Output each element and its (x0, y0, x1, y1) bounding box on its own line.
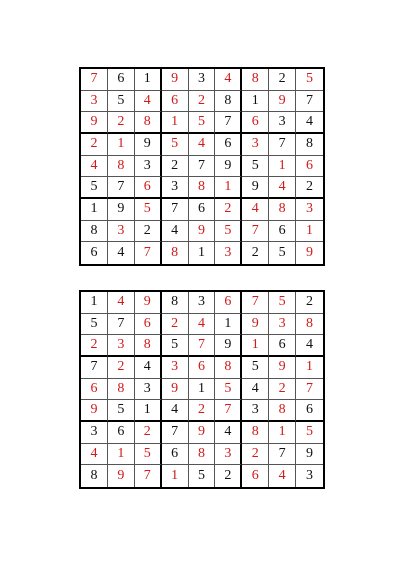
solution-digit-cell: 6 (189, 357, 216, 379)
given-digit-cell: 1 (81, 199, 108, 221)
given-digit-cell: 1 (135, 69, 162, 91)
given-digit-cell: 9 (242, 177, 269, 199)
given-digit-cell: 7 (189, 156, 216, 178)
solution-digit-cell: 2 (81, 335, 108, 357)
solution-digit-cell: 9 (162, 69, 189, 91)
solution-digit-cell: 1 (215, 177, 242, 199)
solution-digit-cell: 4 (81, 444, 108, 466)
solution-digit-cell: 7 (135, 242, 162, 264)
solution-digit-cell: 7 (215, 400, 242, 422)
given-digit-cell: 3 (81, 422, 108, 444)
solution-digit-cell: 2 (135, 422, 162, 444)
given-digit-cell: 8 (162, 292, 189, 314)
solution-digit-cell: 6 (135, 314, 162, 336)
given-digit-cell: 4 (162, 221, 189, 243)
solution-digit-cell: 2 (108, 112, 135, 134)
solution-digit-cell: 2 (81, 134, 108, 156)
solution-digit-cell: 6 (242, 465, 269, 487)
solution-digit-cell: 8 (135, 112, 162, 134)
given-digit-cell: 2 (162, 156, 189, 178)
solution-digit-cell: 6 (135, 177, 162, 199)
given-digit-cell: 2 (296, 177, 323, 199)
solution-digit-cell: 1 (162, 112, 189, 134)
solution-digit-cell: 1 (162, 465, 189, 487)
solution-digit-cell: 1 (108, 134, 135, 156)
solution-digit-cell: 5 (215, 221, 242, 243)
solution-digit-cell: 2 (189, 91, 216, 113)
given-digit-cell: 4 (296, 112, 323, 134)
solution-digit-cell: 9 (81, 400, 108, 422)
given-digit-cell: 5 (81, 314, 108, 336)
given-digit-cell: 6 (108, 69, 135, 91)
solution-digit-cell: 9 (108, 465, 135, 487)
solution-digit-cell: 7 (189, 335, 216, 357)
given-digit-cell: 4 (296, 335, 323, 357)
solution-digit-cell: 5 (135, 199, 162, 221)
solution-digit-cell: 9 (189, 221, 216, 243)
given-digit-cell: 5 (242, 156, 269, 178)
solution-digit-cell: 1 (108, 444, 135, 466)
solution-digit-cell: 1 (296, 357, 323, 379)
given-digit-cell: 4 (162, 400, 189, 422)
given-digit-cell: 3 (189, 292, 216, 314)
given-digit-cell: 5 (162, 335, 189, 357)
solution-digit-cell: 6 (296, 156, 323, 178)
solution-digit-cell: 2 (242, 444, 269, 466)
solution-digit-cell: 2 (269, 379, 296, 401)
solution-digit-cell: 3 (296, 199, 323, 221)
solution-digit-cell: 8 (108, 156, 135, 178)
solution-digit-cell: 1 (242, 335, 269, 357)
solution-digit-cell: 8 (296, 314, 323, 336)
given-digit-cell: 6 (162, 444, 189, 466)
given-digit-cell: 7 (108, 177, 135, 199)
solution-digit-cell: 4 (135, 91, 162, 113)
solution-digit-cell: 4 (189, 314, 216, 336)
solution-digit-cell: 8 (242, 422, 269, 444)
given-digit-cell: 6 (269, 221, 296, 243)
solution-digit-cell: 3 (215, 444, 242, 466)
given-digit-cell: 7 (162, 199, 189, 221)
given-digit-cell: 1 (242, 91, 269, 113)
solution-digit-cell: 1 (269, 156, 296, 178)
solution-digit-cell: 5 (162, 134, 189, 156)
solution-digit-cell: 9 (269, 357, 296, 379)
given-digit-cell: 6 (215, 134, 242, 156)
given-digit-cell: 3 (135, 156, 162, 178)
given-digit-cell: 7 (81, 357, 108, 379)
solution-digit-cell: 8 (162, 242, 189, 264)
given-digit-cell: 3 (242, 400, 269, 422)
solution-digit-cell: 9 (306, 245, 314, 261)
solution-digit-cell: 6 (81, 379, 108, 401)
sudoku-grid-1 (79, 67, 325, 266)
solution-digit-cell: 5 (296, 69, 323, 91)
solution-digit-cell: 3 (108, 335, 135, 357)
solution-digit-cell: 5 (135, 444, 162, 466)
given-digit-cell: 9 (215, 335, 242, 357)
solution-digit-cell: 7 (242, 221, 269, 243)
solution-digit-cell: 4 (189, 134, 216, 156)
given-digit-cell: 5 (269, 242, 296, 264)
solution-digit-cell: 2 (108, 357, 135, 379)
given-digit-cell: 6 (296, 400, 323, 422)
given-digit-cell: 7 (108, 314, 135, 336)
given-digit-cell: 4 (135, 357, 162, 379)
given-digit-cell: 4 (242, 379, 269, 401)
solution-digit-cell: 8 (242, 69, 269, 91)
solution-digit-cell: 5 (296, 422, 323, 444)
given-digit-cell: 1 (215, 314, 242, 336)
given-digit-cell: 6 (81, 242, 108, 264)
given-digit-cell: 2 (269, 69, 296, 91)
solution-digit-cell: 2 (215, 199, 242, 221)
given-digit-cell: 3 (162, 177, 189, 199)
given-digit-cell: 7 (162, 422, 189, 444)
given-digit-cell: 1 (189, 242, 216, 264)
solution-digit-cell: 2 (162, 314, 189, 336)
given-digit-cell: 6 (108, 422, 135, 444)
solution-digit-cell: 9 (269, 91, 296, 113)
given-digit-cell: 6 (269, 335, 296, 357)
given-digit-cell: 4 (215, 422, 242, 444)
given-digit-cell: 2 (296, 292, 323, 314)
solution-digit-cell: 8 (269, 199, 296, 221)
solution-digit-cell: 4 (215, 69, 242, 91)
given-digit-cell: 9 (215, 156, 242, 178)
solution-digit-cell: 4 (81, 156, 108, 178)
solution-digit-cell: 4 (269, 465, 296, 487)
solution-digit-cell: 8 (189, 177, 216, 199)
solution-digit-cell: 5 (189, 112, 216, 134)
solution-digit-cell: 9 (189, 422, 216, 444)
given-digit-cell: 2 (215, 465, 242, 487)
solution-digit-cell: 8 (108, 379, 135, 401)
solution-digit-cell: 8 (189, 444, 216, 466)
solution-digit-cell: 9 (81, 112, 108, 134)
sudoku-grid-2 (79, 290, 325, 489)
solution-digit-cell: 2 (189, 400, 216, 422)
solution-digit-cell: 7 (135, 465, 162, 487)
solution-digit-cell: 8 (215, 357, 242, 379)
solution-digit-cell: 4 (242, 199, 269, 221)
given-digit-cell: 3 (269, 112, 296, 134)
given-digit-cell: 6 (189, 199, 216, 221)
given-digit-cell: 3 (135, 379, 162, 401)
given-digit-cell: 8 (215, 91, 242, 113)
given-digit-cell: 9 (296, 444, 323, 466)
solution-digit-cell: 3 (162, 357, 189, 379)
given-digit-cell: 1 (189, 379, 216, 401)
given-digit-cell: 9 (135, 134, 162, 156)
given-digit-cell: 1 (81, 292, 108, 314)
solution-digit-cell: 5 (215, 379, 242, 401)
given-digit-cell: 5 (81, 177, 108, 199)
given-digit-cell: 2 (135, 221, 162, 243)
solution-digit-cell: 6 (162, 91, 189, 113)
solution-digit-cell: 3 (242, 134, 269, 156)
solution-digit-cell: 7 (242, 292, 269, 314)
solution-digit-cell: 1 (269, 422, 296, 444)
given-digit-cell: 7 (296, 91, 323, 113)
given-digit-cell: 3 (306, 468, 314, 484)
given-digit-cell: 5 (242, 357, 269, 379)
solution-digit-cell: 9 (242, 314, 269, 336)
given-digit-cell: 7 (215, 112, 242, 134)
given-digit-cell: 7 (269, 444, 296, 466)
given-digit-cell: 5 (108, 400, 135, 422)
solution-digit-cell: 9 (162, 379, 189, 401)
solution-digit-cell: 3 (215, 242, 242, 264)
solution-digit-cell: 3 (108, 221, 135, 243)
given-digit-cell: 4 (108, 242, 135, 264)
solution-digit-cell: 6 (215, 292, 242, 314)
solution-digit-cell: 7 (81, 69, 108, 91)
given-digit-cell: 8 (81, 465, 108, 487)
given-digit-cell: 7 (269, 134, 296, 156)
given-digit-cell: 1 (135, 400, 162, 422)
solution-digit-cell: 4 (269, 177, 296, 199)
solution-digit-cell: 9 (135, 292, 162, 314)
solution-digit-cell: 7 (296, 379, 323, 401)
solution-digit-cell: 5 (269, 292, 296, 314)
solution-digit-cell: 3 (269, 314, 296, 336)
given-digit-cell: 8 (296, 134, 323, 156)
solution-digit-cell: 8 (269, 400, 296, 422)
given-digit-cell: 2 (242, 242, 269, 264)
solution-digit-cell: 8 (135, 335, 162, 357)
given-digit-cell: 8 (81, 221, 108, 243)
given-digit-cell: 3 (189, 69, 216, 91)
solution-digit-cell: 6 (242, 112, 269, 134)
solution-digit-cell: 4 (108, 292, 135, 314)
solution-digit-cell: 1 (296, 221, 323, 243)
given-digit-cell: 5 (189, 465, 216, 487)
solution-digit-cell: 3 (81, 91, 108, 113)
given-digit-cell: 5 (108, 91, 135, 113)
given-digit-cell: 9 (108, 199, 135, 221)
